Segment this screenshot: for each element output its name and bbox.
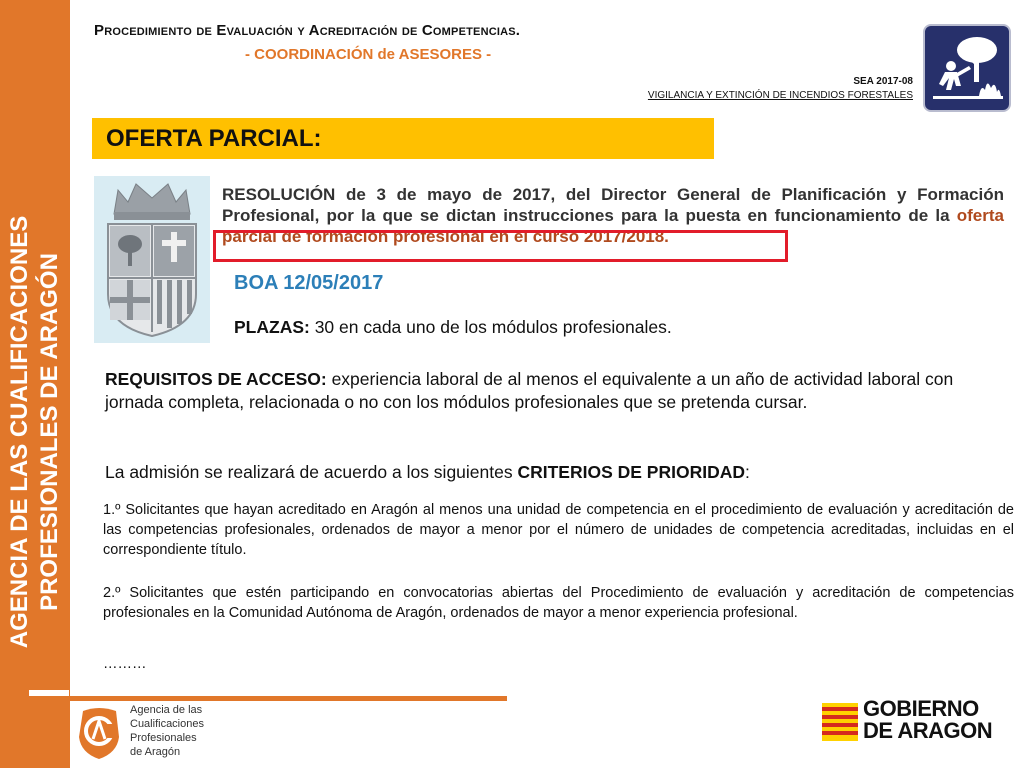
aragon-flag-logo [822, 703, 858, 741]
government-name [863, 698, 992, 742]
footer-divider [0, 696, 507, 701]
plazas-text: 30 en cada uno de los módulos profesionales. [309, 317, 672, 337]
firefighter-logo [923, 24, 1011, 112]
section-heading: OFERTA PARCIAL: [92, 118, 714, 159]
boa-reference: BOA 12/05/2017 [234, 272, 384, 294]
admision-bold: CRITERIOS DE PRIORIDAD [517, 462, 745, 482]
government-line-1: GOBIERNO [863, 696, 979, 721]
plazas-label: PLAZAS: [234, 317, 310, 337]
resolution-prefix: RESOLUCIÓN de 3 de mayo de 2017, del Director General de Planificación y Formación Profesional, por la que se dictan instrucciones para la puesta en funcionamiento de la [222, 185, 1004, 225]
requisitos-label: REQUISITOS DE ACCESO: [105, 369, 327, 389]
highlight-box [213, 230, 788, 262]
resolution-highlight: oferta parcial de formación profesional en el curso 2017/2018. [222, 206, 1004, 246]
coat-of-arms-image [94, 176, 210, 343]
agency-logo [77, 707, 122, 761]
side-banner-line1: AGENCIA DE LAS CUALIFICACIONES [6, 215, 33, 649]
header-area: VIGILANCIA Y EXTINCIÓN DE INCENDIOS FORESTALES [647, 90, 913, 101]
government-line-2: DE ARAGON [863, 718, 993, 743]
admision-suffix: : [745, 462, 750, 482]
agency-line-4: de Aragón [130, 746, 181, 758]
agency-name [130, 703, 204, 759]
criterio-1: 1.º Solicitantes que hayan acreditado en Aragón al menos una unidad de competencia en el procedimiento de evaluación y acreditación de las competencias profesionales, ordenados de mayor a menor por el número de unidades de competencia acreditadas, incluidas en el correspondiente título. [103, 502, 1014, 558]
side-banner-text [5, 216, 65, 648]
coat-of-arms-icon [94, 176, 210, 343]
requisitos-text: experiencia laboral de al menos el equivalente a un año de actividad laboral con jornada completa, relacionada o no con los módulos profesionales que se pretenda cursar. [105, 369, 954, 412]
footer-left-strip [0, 701, 70, 768]
admision-prefix: La admisión se realizará de acuerdo a los siguientes [105, 462, 518, 482]
agency-logo-icon [77, 707, 122, 761]
ellipsis: ……… [103, 656, 147, 672]
agency-line-1: Agencia de las [130, 704, 203, 716]
requisitos-paragraph [105, 368, 1010, 414]
admision-line [105, 462, 750, 483]
agency-line-2: Cualificaciones [130, 718, 204, 730]
side-banner-line2: PROFESIONALES DE ARAGÓN [36, 253, 63, 611]
header-title: Procedimiento de Evaluación y Acreditación de Competencias. [94, 22, 521, 39]
plazas-line [234, 317, 672, 338]
aragon-flag-icon [822, 703, 858, 741]
firefighter-icon [925, 26, 1009, 110]
header-code: SEA 2017-08 [853, 76, 913, 87]
agency-line-3: Profesionales [130, 732, 197, 744]
criterio-2: 2.º Solicitantes que estén participando en convocatorias abiertas del Procedimiento de evaluación y acreditación de competencias profesionales en la Comunidad Autónoma de Aragón, ordenados de mayor a menor experiencia profesional. [103, 585, 1014, 621]
header-subtitle: - COORDINACIÓN de ASESORES - [245, 46, 492, 63]
